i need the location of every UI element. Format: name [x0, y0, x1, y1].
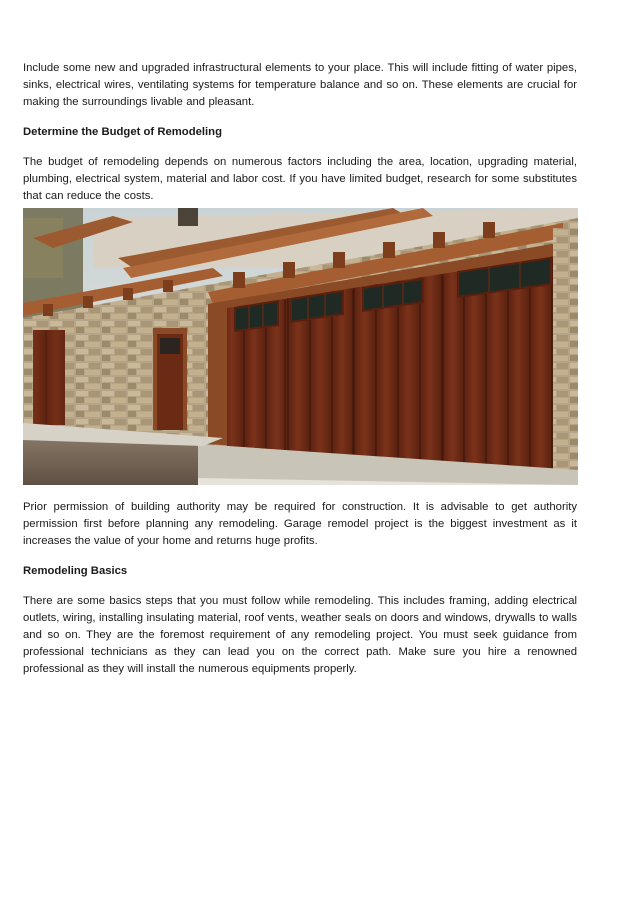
paragraph-infrastructure: Include some new and upgraded infrastructural elements to your place. This will include fitting of water pipes, sinks, electrical wires, ventilating systems for temperature balance and so on. These elements are crucial for making the surroundings livable and pleasant.	[23, 62, 577, 108]
garage-illustration	[23, 208, 578, 485]
heading-budget: Determine the Budget of Remodeling	[23, 126, 222, 138]
heading-basics: Remodeling Basics	[23, 565, 128, 577]
paragraph-budget: The budget of remodeling depends on numerous factors including the area, location, upgrading material, plumbing, electrical system, material and labor cost. If you have limited budget, research for some substitutes that can reduce the costs.	[23, 156, 577, 202]
paragraph-basics: There are some basics steps that you must follow while remodeling. This includes framing, adding electrical outlets, wiring, installing insulating material, roof vents, weather seals on doors and windows, drywalls to walls and so on. They are the foremost requirement of any remodeling project. You must seek guidance from professional technicians as they can lead you on the correct path. Make sure you hire a renowned professional as they will install the numerous equipments properly.	[23, 595, 577, 675]
paragraph-permission: Prior permission of building authority may be required for construction. It is advisable to get authority permission first before planning any remodeling. Garage remodel project is the biggest investment as it increases the value of your home and returns huge profits.	[23, 501, 577, 547]
garage-doors-photo	[23, 208, 578, 485]
